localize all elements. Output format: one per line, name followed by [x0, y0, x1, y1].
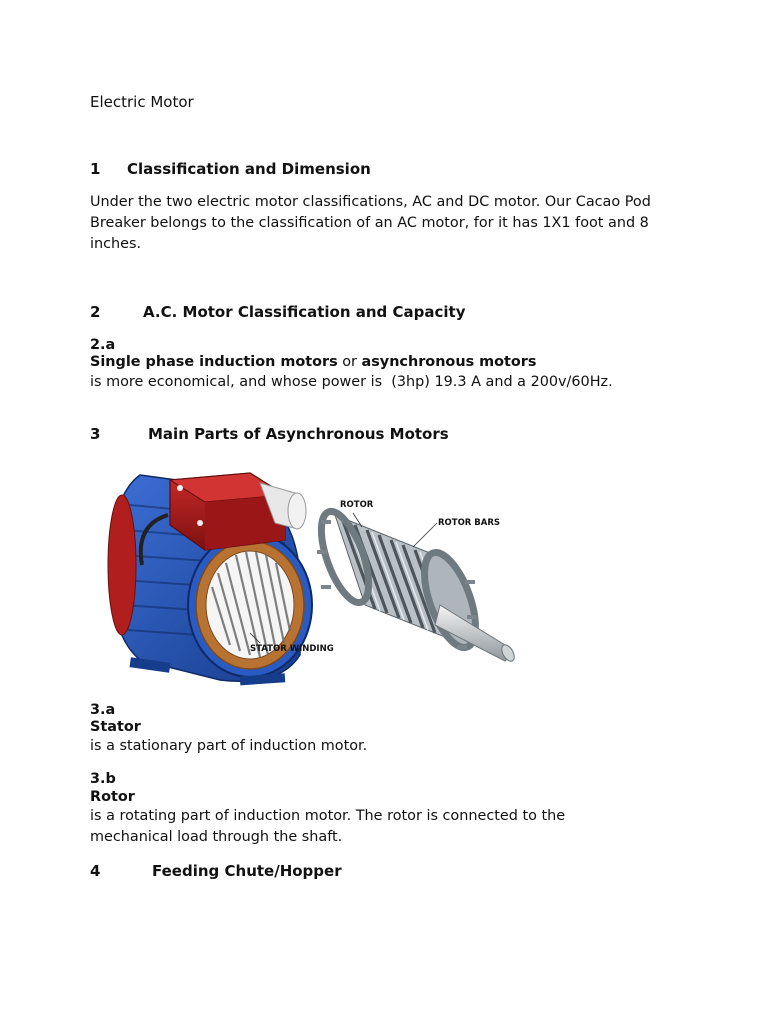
label-stator-winding: STATOR WINDING — [250, 644, 334, 654]
label-rotor-bars: ROTOR BARS — [438, 518, 501, 528]
document-title: Electric Motor — [90, 93, 194, 111]
section-3-number: 3 — [90, 425, 101, 443]
term-connector: or — [337, 354, 362, 370]
subsection-2a-description: is more economical, and whose power is (3hp) 19.3 A and a 200v/60Hz. — [90, 374, 613, 390]
section-1-number: 1 — [90, 160, 101, 178]
subsection-3b-term: Rotor — [90, 789, 135, 805]
subsection-3b-description-line-2: mechanical load through the shaft. — [90, 829, 343, 845]
subsection-2a-terms — [90, 354, 536, 370]
subsection-2a-number: 2.a — [90, 337, 116, 353]
section-1-heading: Classification and Dimension — [127, 160, 371, 178]
section-1-paragraph-line-2: Breaker belongs to the classification of an AC motor, for it has 1X1 foot and 8 — [90, 215, 649, 231]
rotor-illustration — [312, 506, 517, 664]
asynchronous-motor-figure — [100, 455, 530, 695]
section-4-number: 4 — [90, 862, 101, 880]
section-4-heading: Feeding Chute/Hopper — [152, 862, 342, 880]
section-1-paragraph-line-1: Under the two electric motor classifications, AC and DC motor. Our Cacao Pod — [90, 194, 651, 210]
section-1-paragraph-line-3: inches. — [90, 236, 142, 252]
term-single-phase: Single phase induction motors — [90, 354, 338, 370]
section-3-heading: Main Parts of Asynchronous Motors — [148, 425, 449, 443]
label-rotor: ROTOR — [340, 500, 374, 510]
subsection-3b-number: 3.b — [90, 771, 116, 787]
section-2-heading: A.C. Motor Classification and Capacity — [143, 303, 466, 321]
subsection-3a-number: 3.a — [90, 702, 116, 718]
subsection-3a-description: is a stationary part of induction motor. — [90, 738, 368, 754]
term-asynchronous: asynchronous motors — [361, 354, 537, 370]
subsection-3a-term: Stator — [90, 719, 141, 735]
section-2-number: 2 — [90, 303, 101, 321]
subsection-3b-description-line-1: is a rotating part of induction motor. The rotor is connected to the — [90, 808, 566, 824]
